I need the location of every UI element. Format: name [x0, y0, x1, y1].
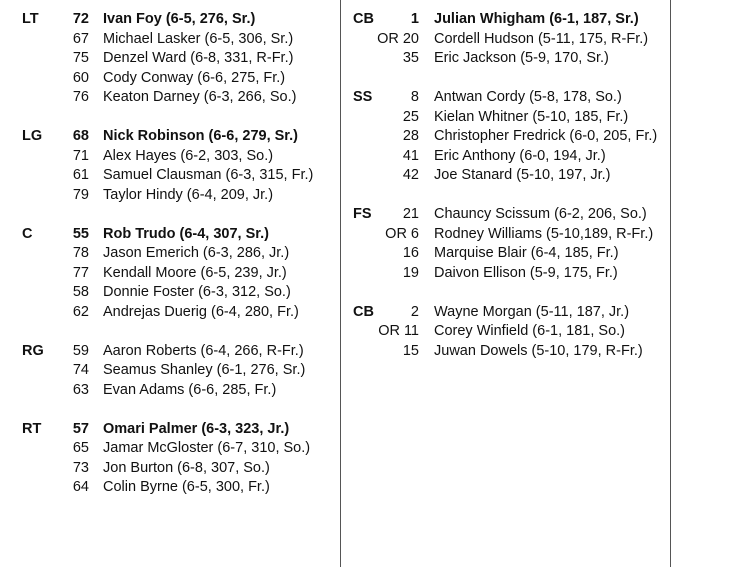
- player-row: [22, 342, 332, 362]
- jersey-number: [29, 186, 89, 206]
- jersey-number: [29, 244, 89, 264]
- player-row: [22, 88, 332, 108]
- jersey-number-value: 8: [410, 89, 419, 105]
- player-name: Keaton Darney (6-3, 266, So.): [103, 89, 297, 105]
- position-label: C: [22, 225, 33, 242]
- jersey-number-value: 11: [403, 323, 419, 339]
- jersey-number: [359, 205, 419, 225]
- player-name: Denzel Ward (6-8, 331, R-Fr.): [103, 50, 294, 66]
- position-group: [22, 225, 332, 323]
- jersey-number-value: 28: [402, 128, 419, 144]
- player-name: Rob Trudo (6-4, 307, Sr.): [103, 225, 269, 242]
- player-name: Cody Conway (6-6, 275, Fr.): [103, 69, 286, 86]
- player-row: [353, 166, 665, 186]
- player-row: [22, 49, 332, 69]
- jersey-number: [29, 459, 89, 479]
- player-name: Andrejas Duerig (6-4, 280, Fr.): [103, 303, 299, 320]
- position-group: [353, 205, 665, 283]
- jersey-number: [29, 420, 89, 440]
- jersey-number-value: 2: [410, 303, 419, 320]
- player-name: Kendall Moore (6-5, 239, Jr.): [103, 264, 287, 281]
- jersey-number-value: 74: [72, 362, 89, 378]
- column-divider-left: [340, 0, 341, 567]
- player-name: Joe Stanard (5-10, 197, Jr.): [434, 167, 611, 183]
- player-row: [22, 69, 332, 89]
- jersey-number-value: 15: [402, 342, 419, 359]
- player-name: Evan Adams (6-6, 285, Fr.): [103, 381, 277, 398]
- player-name: Daivon Ellison (5-9, 175, Fr.): [434, 264, 618, 281]
- jersey-number: [359, 10, 419, 30]
- jersey-number-value: 67: [72, 30, 89, 47]
- player-row: [22, 147, 332, 167]
- jersey-number-value: 21: [402, 206, 419, 222]
- player-row: [353, 108, 665, 128]
- player-row: [353, 244, 665, 264]
- jersey-number-value: 68: [72, 128, 89, 144]
- player-name: Cordell Hudson (5-11, 175, R-Fr.): [434, 30, 649, 47]
- jersey-number-value: 1: [410, 11, 419, 27]
- player-row: [22, 420, 332, 440]
- jersey-number-value: 73: [72, 459, 89, 476]
- jersey-number-value: 20: [402, 30, 419, 47]
- jersey-number-value: 65: [72, 440, 89, 456]
- player-name: Juwan Dowels (5-10, 179, R-Fr.): [434, 342, 643, 359]
- jersey-number: [29, 264, 89, 284]
- player-row: [22, 361, 332, 381]
- position-group: [22, 342, 332, 401]
- player-row: [353, 127, 665, 147]
- player-name: Wayne Morgan (5-11, 187, Jr.): [434, 303, 630, 320]
- player-name: Omari Palmer (6-3, 323, Jr.): [103, 420, 290, 437]
- position-group: [22, 10, 332, 108]
- jersey-number: [359, 108, 419, 128]
- player-name: Julian Whigham (6-1, 187, Sr.): [434, 11, 639, 27]
- player-row: [22, 30, 332, 50]
- jersey-number: [359, 147, 419, 167]
- jersey-number: [29, 439, 89, 459]
- jersey-number-value: 60: [72, 69, 89, 86]
- player-row: [353, 342, 665, 362]
- player-name: Donnie Foster (6-3, 312, So.): [103, 284, 291, 300]
- jersey-number: [29, 166, 89, 186]
- player-name: Chauncy Scissum (6-2, 206, So.): [434, 206, 647, 222]
- player-name: Rodney Williams (5-10,189, R-Fr.): [434, 225, 654, 242]
- jersey-number-value: 55: [72, 225, 89, 242]
- jersey-number-value: 16: [402, 245, 419, 261]
- jersey-number: [29, 147, 89, 167]
- jersey-number-value: 77: [72, 264, 89, 281]
- player-row: [22, 303, 332, 323]
- player-row: [353, 30, 665, 50]
- jersey-number: [359, 127, 419, 147]
- player-name: Nick Robinson (6-6, 279, Sr.): [103, 128, 298, 144]
- jersey-number-value: 6: [410, 225, 419, 242]
- player-row: [353, 147, 665, 167]
- player-row: [22, 283, 332, 303]
- defense-depth-column: [353, 10, 665, 381]
- player-name: Jamar McGloster (6-7, 310, So.): [103, 440, 311, 456]
- player-name: Antwan Cordy (5-8, 178, So.): [434, 89, 622, 105]
- player-name: Samuel Clausman (6-3, 315, Fr.): [103, 167, 314, 183]
- player-row: [353, 225, 665, 245]
- player-name: Michael Lasker (6-5, 306, Sr.): [103, 30, 294, 47]
- player-row: [22, 244, 332, 264]
- position-group: [353, 10, 665, 69]
- jersey-number: [29, 225, 89, 245]
- position-label: LT: [22, 11, 39, 27]
- player-name: Colin Byrne (6-5, 300, Fr.): [103, 479, 270, 495]
- or-label: OR: [377, 30, 399, 47]
- jersey-number-value: 59: [72, 342, 89, 359]
- position-group: [22, 420, 332, 498]
- jersey-number: [29, 127, 89, 147]
- jersey-number: [359, 303, 419, 323]
- jersey-number: [29, 283, 89, 303]
- jersey-number: [29, 88, 89, 108]
- or-label: OR: [385, 225, 407, 242]
- player-row: [22, 459, 332, 479]
- jersey-number-value: 75: [72, 50, 89, 66]
- jersey-number-value: 71: [72, 147, 89, 164]
- player-row: [22, 225, 332, 245]
- player-name: Marquise Blair (6-4, 185, Fr.): [434, 245, 619, 261]
- position-label: RG: [22, 342, 44, 359]
- offense-depth-column: [22, 10, 332, 517]
- jersey-number-value: 78: [72, 245, 89, 261]
- jersey-number-value: 61: [72, 167, 89, 183]
- column-divider-right: [670, 0, 671, 567]
- position-label: CB: [353, 303, 374, 320]
- jersey-number-value: 35: [402, 50, 419, 66]
- jersey-number: [359, 244, 419, 264]
- jersey-number: [359, 30, 419, 50]
- or-label: OR: [378, 323, 400, 339]
- player-row: [22, 186, 332, 206]
- player-row: [22, 264, 332, 284]
- jersey-number-value: 19: [402, 264, 419, 281]
- jersey-number-value: 42: [402, 167, 419, 183]
- jersey-number-value: 63: [72, 381, 89, 398]
- player-row: [353, 88, 665, 108]
- player-row: [22, 166, 332, 186]
- position-label: SS: [353, 89, 373, 105]
- player-name: Alex Hayes (6-2, 303, So.): [103, 147, 274, 164]
- jersey-number: [29, 69, 89, 89]
- player-row: [353, 264, 665, 284]
- jersey-number: [29, 478, 89, 498]
- player-row: [22, 381, 332, 401]
- player-name: Kielan Whitner (5-10, 185, Fr.): [434, 108, 629, 125]
- player-name: Taylor Hindy (6-4, 209, Jr.): [103, 186, 274, 203]
- jersey-number: [359, 49, 419, 69]
- jersey-number: [29, 30, 89, 50]
- player-name: Jason Emerich (6-3, 286, Jr.): [103, 245, 290, 261]
- position-label: RT: [22, 420, 42, 437]
- player-name: Ivan Foy (6-5, 276, Sr.): [103, 11, 256, 27]
- jersey-number-value: 79: [72, 186, 89, 203]
- jersey-number: [359, 88, 419, 108]
- jersey-number-value: 72: [72, 11, 89, 27]
- player-name: Aaron Roberts (6-4, 266, R-Fr.): [103, 342, 304, 359]
- jersey-number: [359, 322, 419, 342]
- player-row: [353, 10, 665, 30]
- jersey-number-value: 25: [402, 108, 419, 125]
- position-label: LG: [22, 128, 43, 144]
- player-name: Eric Jackson (5-9, 170, Sr.): [434, 50, 609, 66]
- position-group: [22, 127, 332, 205]
- jersey-number: [359, 264, 419, 284]
- jersey-number: [29, 303, 89, 323]
- jersey-number-value: 76: [72, 89, 89, 105]
- player-row: [22, 10, 332, 30]
- jersey-number: [29, 10, 89, 30]
- player-row: [353, 49, 665, 69]
- jersey-number: [359, 166, 419, 186]
- jersey-number-value: 41: [402, 147, 419, 164]
- position-label: FS: [353, 206, 372, 222]
- jersey-number: [359, 225, 419, 245]
- player-row: [22, 439, 332, 459]
- player-row: [353, 205, 665, 225]
- player-row: [353, 303, 665, 323]
- player-row: [22, 127, 332, 147]
- position-group: [353, 303, 665, 362]
- jersey-number-value: 57: [72, 420, 89, 437]
- jersey-number: [29, 342, 89, 362]
- jersey-number: [359, 342, 419, 362]
- jersey-number: [29, 361, 89, 381]
- jersey-number-value: 64: [72, 479, 89, 495]
- jersey-number-value: 58: [72, 284, 89, 300]
- player-name: Corey Winfield (6-1, 181, So.): [434, 323, 625, 339]
- position-group: [353, 88, 665, 186]
- jersey-number: [29, 381, 89, 401]
- player-name: Seamus Shanley (6-1, 276, Sr.): [103, 362, 306, 378]
- player-row: [22, 478, 332, 498]
- player-name: Christopher Fredrick (6-0, 205, Fr.): [434, 128, 658, 144]
- position-label: CB: [353, 11, 374, 27]
- jersey-number-value: 62: [72, 303, 89, 320]
- player-name: Jon Burton (6-8, 307, So.): [103, 459, 270, 476]
- player-name: Eric Anthony (6-0, 194, Jr.): [434, 147, 606, 164]
- player-row: [353, 322, 665, 342]
- jersey-number: [29, 49, 89, 69]
